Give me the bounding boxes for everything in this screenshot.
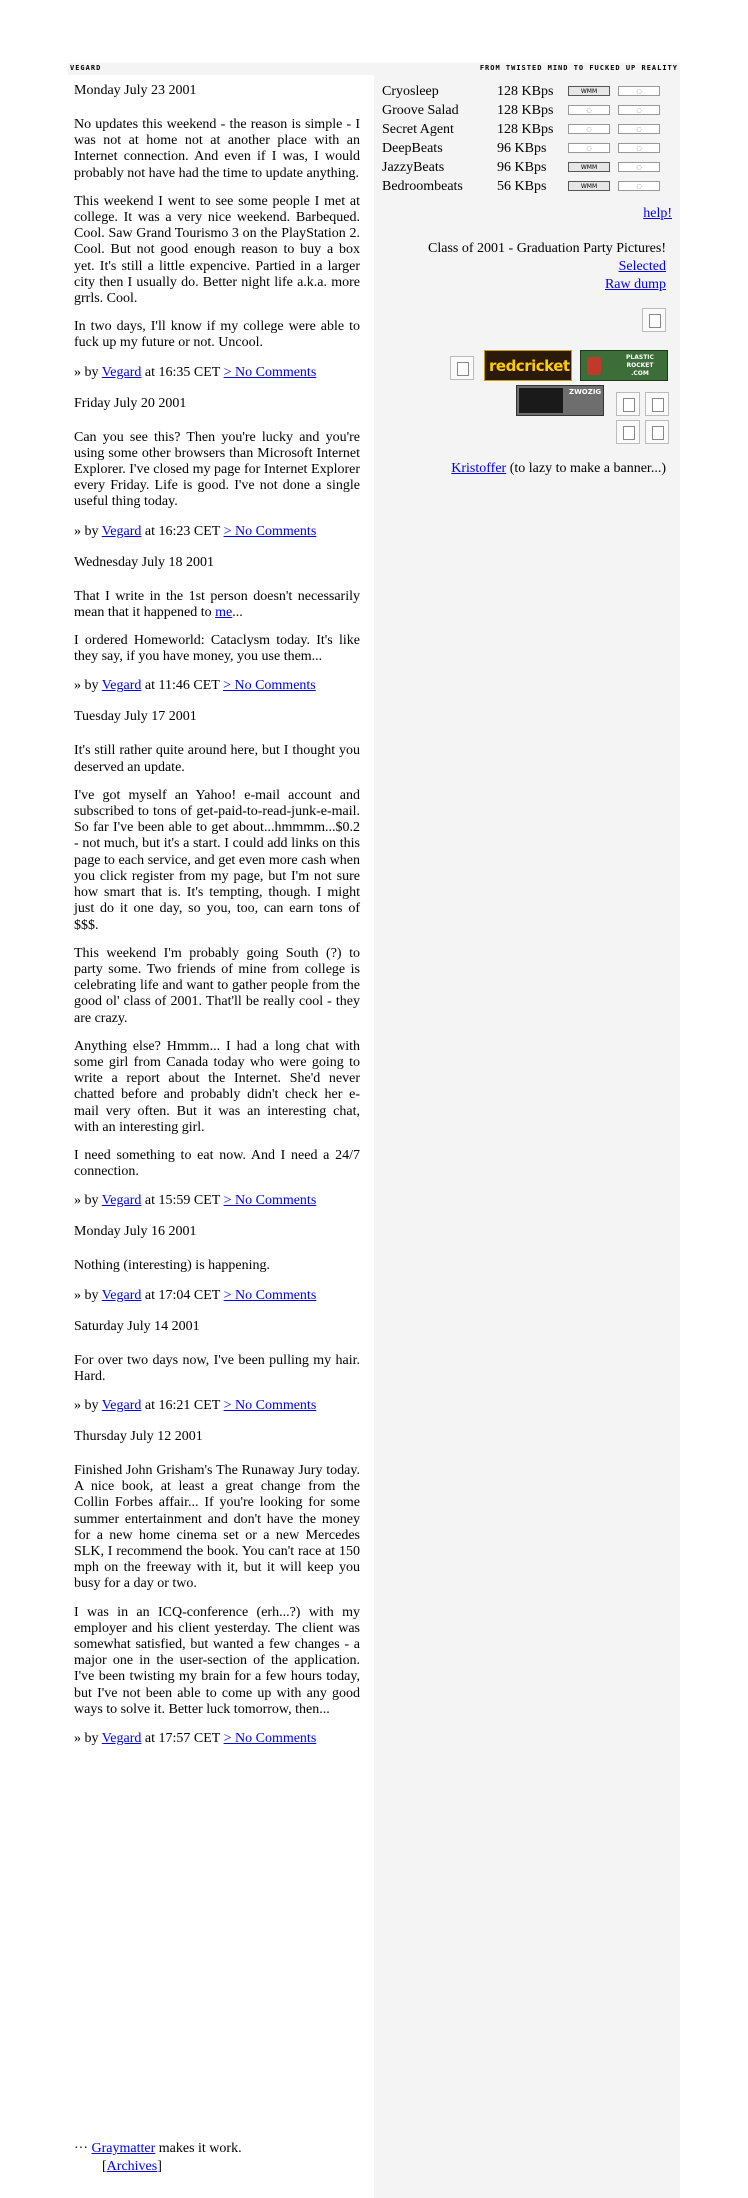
stream-rate: 128 KBps [497, 122, 554, 137]
stream-name: Cryosleep [382, 84, 439, 99]
post-date: Wednesday July 18 2001 [74, 554, 215, 570]
post-date: Friday July 20 2001 [74, 395, 187, 411]
stream-rate: 128 KBps [497, 84, 554, 99]
stream-alt-button[interactable]: ◌ [618, 124, 660, 134]
rocket-icon [587, 357, 601, 375]
post-paragraph: This weekend I'm probably going South (?) to party some. Two friends of mine from college is celebrating life and want to gather people from the good ol' class of 2001. That'll be really cool - they are crazy. [74, 945, 360, 1026]
post-time: 16:23 CET [158, 523, 221, 539]
party-pictures [382, 240, 666, 294]
site-title: VEGARD [70, 64, 102, 72]
post-paragraph: I was in an ICQ-conference (erh...?) with my employer and his client yesterday. The client was somewhat satisfied, but wanted a few changes - a major one in the user-section of the application. I've been twisting my brain for a few hours today, but I've not been able to come up with any good ways to solve it. Better luck tomorrow, then... [74, 1604, 360, 1717]
post-byline: » by Vegard at 17:57 CET > No Comments [74, 1731, 317, 1746]
post-byline: » by Vegard at 16:35 CET > No Comments [74, 364, 317, 380]
stream-name: JazzyBeats [382, 160, 445, 175]
stream-alt-button[interactable]: ◌ [618, 181, 660, 191]
portrait-image [519, 388, 563, 413]
post-date: Saturday July 14 2001 [74, 1318, 200, 1334]
post-time: 16:21 CET [158, 1397, 221, 1413]
post-paragraph: This weekend I went to see some people I met at college. It was a very nice weekend. Barbequed. Cool. Saw Grand Tourismo 3 on the PlayStation 2. Cool. But not good enough reason to buy a box yet. It's still a little expencive. Partied in a larger city then I usually do. Better night life a.k.a. more grrls. Cool. [74, 193, 360, 307]
author-link[interactable]: Vegard [101, 364, 142, 380]
post-paragraph: Nothing (interesting) is happening. [74, 1258, 270, 1274]
stream-alt-button[interactable]: ◌ [618, 162, 660, 172]
author-link[interactable]: Vegard [101, 1731, 142, 1746]
stream-row [382, 82, 672, 101]
stream-row [382, 101, 672, 120]
post-time: 15:59 CET [158, 1193, 221, 1209]
stream-row [382, 177, 672, 196]
post-paragraph: I've got myself an Yahoo! e-mail account and subscribed to tons of get-paid-to-read-junk-e-mail. So far I've been able to get about...hmmmm...$0.2 - not much, but it's a start. I could add links on this page to each service, and get even more cash when you click register from my page, but I'm not sure how smart that is. It's tempting, though. I might just do it one day, so you, too, can earn tons of $$$. [74, 787, 360, 933]
selected-link[interactable]: Selected [618, 259, 666, 274]
post-paragraph: It's still rather quite around here, but I thought you deserved an update. [74, 743, 360, 775]
stream-play-button[interactable]: ◌ [568, 124, 610, 134]
post-paragraph: I ordered Homeworld: Cataclysm today. It's like they say, if you have money, you use them... [74, 633, 360, 665]
archives-link[interactable]: Archives [106, 2159, 158, 2174]
stream-rate: 96 KBps [497, 160, 547, 175]
stream-play-button[interactable]: ◌ [568, 105, 610, 115]
broken-image-icon[interactable] [645, 420, 669, 444]
post-paragraph: Finished John Grisham's The Runaway Jury today. A nice book, at least a great change from the Collin Forbes affair... If you're looking for some summer entertainment and don't have the money for a new home cinema set or a new Mercedes SLK, I recommend the book. You can't race at 150 mph on the freeway with it, but it will keep you busy for a day or two. [74, 1462, 360, 1592]
post-date: Monday July 23 2001 [74, 83, 197, 98]
raw-dump-link[interactable]: Raw dump [604, 277, 666, 292]
post-paragraph: In two days, I'll know if my college were able to fuck up my future or not. Uncool. [74, 319, 360, 351]
stream-name: Groove Salad [382, 103, 459, 118]
post-paragraph: Anything else? Hmmm... I had a long chat with some girl from Canada today who were going to write a report about the Internet. She'd never chatted before and probably didn't check her e-mail very often. But it was an interesting chat, with an interesting girl. [74, 1038, 360, 1135]
stream-play-button[interactable]: WMM [568, 86, 610, 96]
post-paragraph: Can you see this? Then you're lucky and you're using some other browsers than Microsoft Internet Explorer. I've closed my page for Internet Explorer every Friday. Life is good. I've not done a single useful thing today. [74, 429, 360, 510]
post [74, 1318, 360, 1414]
comments-link[interactable]: > No Comments [223, 364, 317, 380]
kristoffer-link[interactable]: Kristoffer [451, 461, 507, 476]
author-link[interactable]: Vegard [101, 1397, 142, 1413]
post [74, 1428, 360, 1747]
post-date: Thursday July 12 2001 [74, 1428, 203, 1444]
stream-rate: 56 KBps [497, 179, 547, 194]
post-byline: » by Vegard at 11:46 CET > No Comments [74, 678, 316, 694]
stream-play-button[interactable]: WMM [568, 181, 610, 191]
stream-name: Secret Agent [382, 122, 454, 137]
broken-image-icon[interactable] [645, 392, 669, 416]
post [74, 554, 360, 695]
broken-image-icon[interactable] [616, 420, 640, 444]
comments-link[interactable]: > No Comments [223, 678, 316, 694]
comments-link[interactable]: > No Comments [223, 523, 317, 539]
post-time: 17:57 CET [158, 1731, 221, 1746]
post [74, 708, 360, 1209]
post-byline: » by Vegard at 16:21 CET > No Comments [74, 1397, 317, 1413]
stream-row [382, 158, 672, 177]
author-link[interactable]: Vegard [101, 1287, 142, 1303]
radio-streams [382, 82, 672, 221]
footer: ··· Graymatter makes it work. [Archives] [74, 2141, 242, 2174]
stream-play-button[interactable]: ◌ [568, 143, 610, 153]
post [74, 82, 360, 381]
post-date: Monday July 16 2001 [74, 1224, 197, 1240]
header-bar [68, 63, 680, 75]
journal [74, 82, 360, 1761]
broken-image-icon[interactable] [616, 392, 640, 416]
post-paragraph: For over two days now, I've been pulling my hair. Hard. [74, 1352, 360, 1384]
redcricket-banner[interactable]: redcricket [484, 350, 572, 381]
post [74, 395, 360, 540]
graymatter-link[interactable]: Graymatter [91, 2141, 156, 2156]
stream-name: Bedroombeats [382, 179, 463, 194]
site-tagline: FROM TWISTED MIND TO FUCKED UP REALITY [479, 64, 678, 72]
post-paragraph: No updates this weekend - the reason is simple - I was not at home not at another place with an Internet connection. And even if I was, I would probably not have had the time to update anything. [74, 117, 360, 181]
zwozig-banner[interactable]: ZWOZIG [516, 385, 604, 416]
stream-alt-button[interactable]: ◌ [618, 105, 660, 115]
plastic-rocket-banner[interactable]: PLASTIC ROCKET .COM [580, 350, 668, 381]
stream-name: DeepBeats [382, 141, 443, 156]
post-byline: » by Vegard at 16:23 CET > No Comments [74, 523, 317, 539]
comments-link[interactable]: > No Comments [223, 1287, 317, 1303]
post-paragraph: I need something to eat now. And I need a 24/7 connection. [74, 1147, 360, 1180]
broken-image-icon[interactable] [450, 356, 474, 380]
stream-rate: 96 KBps [497, 141, 547, 156]
kristoffer-credit: Kristoffer (to lazy to make a banner...) [451, 461, 666, 476]
post-date: Tuesday July 17 2001 [74, 709, 197, 725]
post-byline: » by Vegard at 17:04 CET > No Comments [74, 1287, 317, 1303]
me-link[interactable]: me [215, 604, 233, 620]
stream-row [382, 139, 672, 158]
stream-rate: 128 KBps [497, 103, 554, 118]
author-link[interactable]: Vegard [101, 1193, 142, 1209]
post-byline: » by Vegard at 15:59 CET > No Comments [74, 1193, 317, 1209]
stream-row [382, 120, 672, 139]
help-link[interactable]: help! [643, 206, 672, 221]
comments-link[interactable]: > No Comments [223, 1731, 317, 1746]
author-link[interactable]: Vegard [101, 678, 142, 694]
broken-image-icon[interactable] [642, 308, 666, 332]
author-link[interactable]: Vegard [101, 523, 142, 539]
post-paragraph: That I write in the 1st person doesn't necessarily mean that it happened to me... [74, 588, 360, 620]
comments-link[interactable]: > No Comments [223, 1193, 317, 1209]
post-time: 11:46 CET [158, 678, 220, 694]
party-title: Class of 2001 - Graduation Party Pictures! [428, 241, 666, 256]
stream-play-button[interactable]: WMM [568, 162, 610, 172]
post [74, 1223, 360, 1303]
post-time: 17:04 CET [158, 1287, 221, 1303]
post-time: 16:35 CET [158, 364, 221, 380]
comments-link[interactable]: > No Comments [223, 1397, 317, 1413]
stream-alt-button[interactable]: ◌ [618, 86, 660, 96]
stream-alt-button[interactable]: ◌ [618, 143, 660, 153]
